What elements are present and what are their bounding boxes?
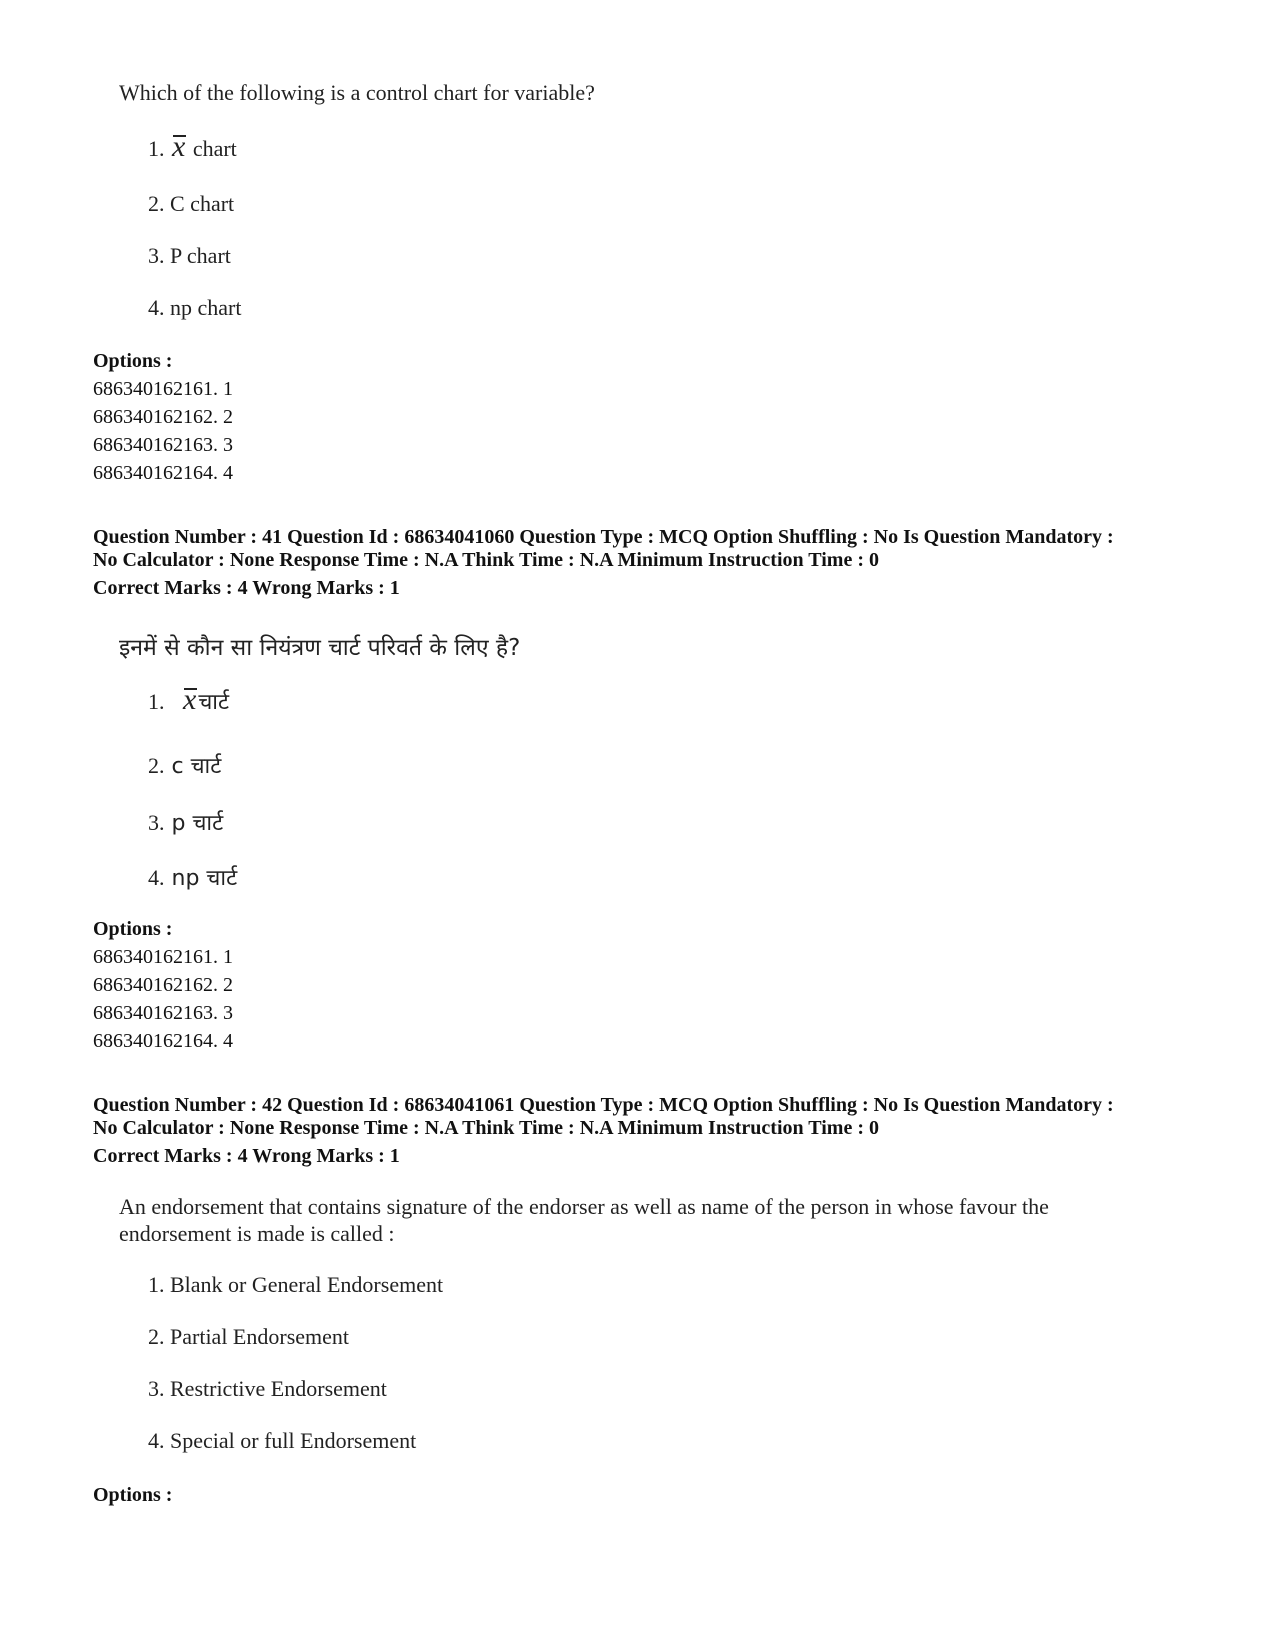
- option-line: 686340162164. 4: [93, 462, 233, 484]
- choice-item: 3. P chart: [148, 243, 231, 268]
- option-line: 686340162164. 4: [93, 1030, 233, 1052]
- option-line: 686340162162. 2: [93, 974, 233, 996]
- choice-item: 2. Partial Endorsement: [148, 1324, 350, 1349]
- choice-item: 1. xचार्ट: [148, 683, 230, 716]
- question-meta-line2: No Calculator : None Response Time : N.A Think Time : N.A Minimum Instruction Time : 0: [93, 549, 879, 571]
- option-line: 686340162161. 1: [93, 946, 233, 968]
- options-label: Options :: [93, 918, 173, 940]
- x-bar-symbol: x: [183, 683, 197, 716]
- choice-item: 3. Restrictive Endorsement: [148, 1376, 387, 1401]
- option-line: 686340162163. 3: [93, 1002, 233, 1024]
- option-line: 686340162161. 1: [93, 378, 233, 400]
- choice-item: 1. Blank or General Endorsement: [148, 1272, 444, 1297]
- question-marks: Correct Marks : 4 Wrong Marks : 1: [93, 1145, 400, 1167]
- choice-item: 2. C chart: [148, 191, 235, 216]
- x-bar-symbol: x: [172, 130, 186, 163]
- question-text: An endorsement that contains signature of the endorser as well as name of the person in whose favour the endorsement is made is called :: [119, 1194, 1049, 1246]
- options-label: Options :: [93, 1484, 173, 1506]
- choice-item: 1. x chart: [148, 130, 237, 163]
- choice-item: 4. np चार्ट: [148, 865, 238, 891]
- option-line: 686340162163. 3: [93, 434, 233, 456]
- question-meta-line1: Question Number : 41 Question Id : 68634041060 Question Type : MCQ Option Shuffling : No Is Question Mandatory :: [93, 526, 1114, 548]
- question-meta-line2: No Calculator : None Response Time : N.A Think Time : N.A Minimum Instruction Time : 0: [93, 1117, 879, 1139]
- options-label: Options :: [93, 350, 173, 372]
- choice-item: 4. Special or full Endorsement: [148, 1428, 417, 1453]
- choice-item: 2. c चार्ट: [148, 753, 222, 779]
- choice-item: 3. p चार्ट: [148, 810, 224, 836]
- option-line: 686340162162. 2: [93, 406, 233, 428]
- question-marks: Correct Marks : 4 Wrong Marks : 1: [93, 577, 400, 599]
- question-text: Which of the following is a control chart for variable?: [119, 80, 595, 105]
- question-meta-line1: Question Number : 42 Question Id : 68634041061 Question Type : MCQ Option Shuffling : No Is Question Mandatory :: [93, 1094, 1114, 1116]
- question-text: इनमें से कौन सा नियंत्रण चार्ट परिवर्त के लिए है?: [119, 635, 521, 661]
- choice-item: 4. np chart: [148, 295, 242, 320]
